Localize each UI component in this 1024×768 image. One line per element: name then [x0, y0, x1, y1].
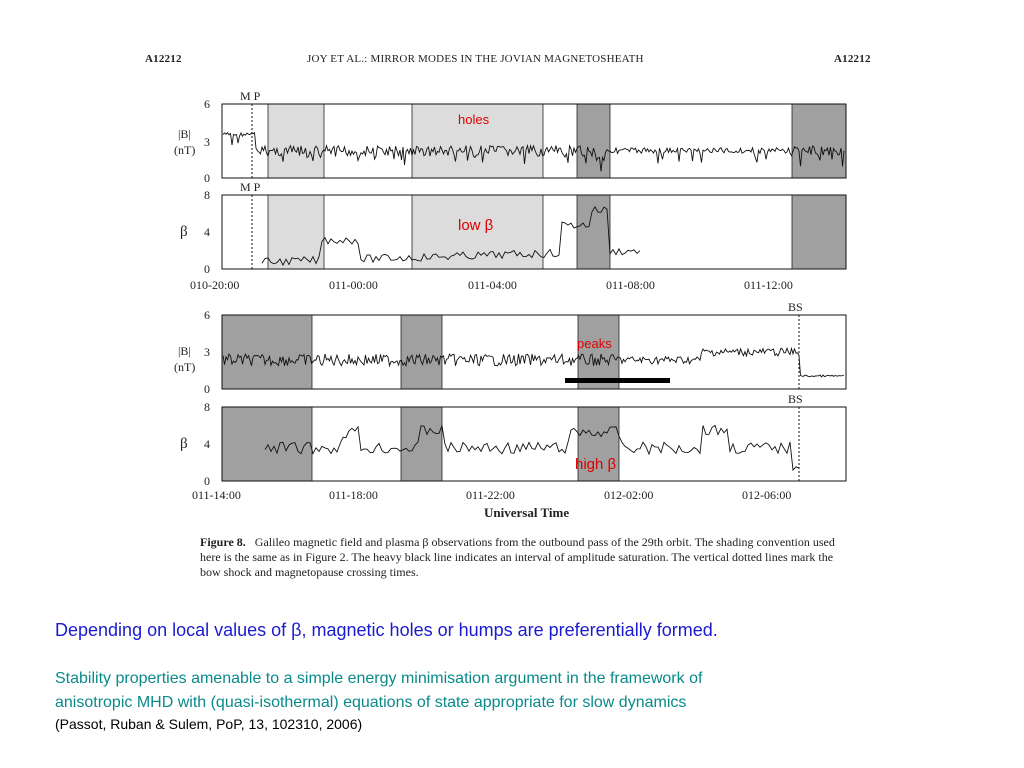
time-tick: 011-18:00: [329, 488, 378, 502]
mp-label: M P: [240, 89, 261, 103]
b-unit-label: (nT): [174, 360, 196, 374]
time-tick: 011-12:00: [744, 278, 793, 292]
time-tick: 012-06:00: [742, 488, 792, 502]
tick-label: 0: [204, 474, 210, 488]
tick-label: 6: [204, 308, 210, 322]
shade-dark: [792, 104, 846, 178]
panel-b-top: [174, 89, 846, 185]
panel-b-bottom: [174, 300, 846, 396]
beta-trace-bottom: [265, 425, 799, 470]
bs-label: BS: [788, 300, 803, 314]
bs-label: BS: [788, 392, 803, 406]
shade-dark: [578, 315, 619, 389]
shade-light: [268, 195, 324, 269]
x-axis-title: Universal Time: [484, 505, 570, 520]
shade-dark: [222, 407, 312, 481]
tick-label: 6: [204, 97, 210, 111]
shade-dark: [577, 104, 610, 178]
time-tick: 011-00:00: [329, 278, 378, 292]
shade-dark: [401, 315, 442, 389]
peaks-annotation: peaks: [577, 336, 612, 351]
b-label: |B|: [178, 344, 191, 358]
shade-dark: [222, 315, 312, 389]
stability-line-2: anisotropic MHD with (quasi-isothermal) equations of state appropriate for slow dynamics: [55, 694, 687, 711]
tick-label: 4: [204, 225, 210, 239]
figure-caption: [200, 535, 836, 580]
main-statement: Depending on local values of β, magnetic holes or humps are preferentially formed.: [55, 620, 718, 640]
beta-label: β: [180, 436, 188, 452]
b-label: |B|: [178, 127, 191, 141]
mp-label: M P: [240, 180, 261, 194]
tick-label: 0: [204, 262, 210, 276]
saturation-bar: [565, 378, 670, 383]
tick-label: 8: [204, 400, 210, 414]
panel-beta-top: [180, 180, 846, 292]
tick-label: 0: [204, 171, 210, 185]
b-unit-label: (nT): [174, 143, 196, 157]
time-tick: 011-04:00: [468, 278, 517, 292]
header-left-id: A12212: [145, 53, 182, 65]
time-tick: 010-20:00: [190, 278, 240, 292]
b-field-trace-bottom: [223, 348, 844, 377]
tick-label: 3: [204, 345, 210, 359]
time-tick: 011-22:00: [466, 488, 515, 502]
header-title: JOY ET AL.: MIRROR MODES IN THE JOVIAN MAGNETOSHEATH: [307, 53, 644, 65]
time-tick: 012-02:00: [604, 488, 654, 502]
shade-dark: [401, 407, 442, 481]
high-beta-annotation: high β: [575, 456, 617, 473]
tick-label: 3: [204, 135, 210, 149]
shade-dark: [577, 195, 610, 269]
holes-annotation: holes: [458, 112, 490, 127]
shade-dark: [792, 195, 846, 269]
stability-line-1: Stability properties amenable to a simple energy minimisation argument in the framework of: [55, 670, 703, 687]
reference: (Passot, Ruban & Sulem, PoP, 13, 102310, 2006): [55, 716, 363, 732]
low-beta-annotation: low β: [458, 217, 494, 234]
caption-text: Galileo magnetic field and plasma β observations from the outbound pass of the 29th orbit. The shading convention used here is the same as in Figure 2. The heavy black line indicates an interval of amplitude saturation. The vertical dotted lines mark the bow shock and magnetopause crossing times.: [200, 535, 835, 579]
tick-label: 4: [204, 437, 210, 451]
caption-label: Figure 8.: [200, 535, 246, 549]
tick-label: 8: [204, 188, 210, 202]
beta-label: β: [180, 224, 188, 240]
header-right-id: A12212: [834, 53, 871, 65]
time-tick: 011-14:00: [192, 488, 241, 502]
panel-beta-bottom: [180, 392, 846, 520]
tick-label: 0: [204, 382, 210, 396]
time-tick: 011-08:00: [606, 278, 655, 292]
shade-light: [268, 104, 324, 178]
